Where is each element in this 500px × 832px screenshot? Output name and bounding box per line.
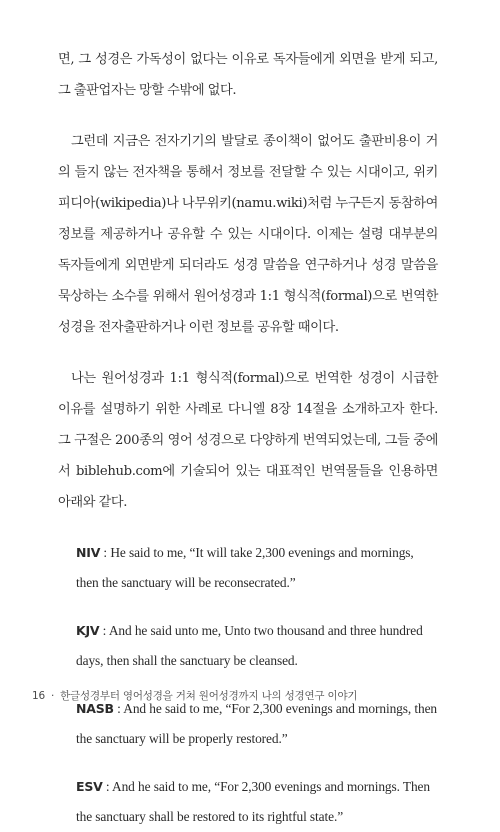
version-separator: : — [100, 545, 111, 560]
quote-text: He said to me, “It will take 2,300 evenings and mornings, then the sanctuary will be reconsecrated.” — [76, 545, 414, 590]
quote-text: And he said to me, “For 2,300 evenings and mornings. Then the sanctuary shall be restored to its rightful state.” — [76, 779, 430, 824]
page-footer — [32, 688, 357, 703]
quote-esv — [76, 772, 438, 832]
version-separator: : — [99, 623, 109, 638]
version-separator: : — [102, 779, 113, 794]
page-number: 16 — [32, 690, 45, 702]
quote-text: And he said to me, “For 2,300 evenings and mornings, then the sanctuary will be properly restored.” — [76, 701, 438, 746]
quote-kjv — [76, 616, 438, 676]
version-separator: : — [113, 701, 124, 716]
quote-text: And he said unto me, Unto two thousand and three hundred days, then shall the sanctuary be cleansed. — [76, 623, 423, 668]
page-body — [58, 44, 438, 832]
paragraph-continuation: 면, 그 성경은 가독성이 없다는 이유로 독자들에게 외면을 받게 되고, 그 출판업자는 망할 수밖에 없다. — [58, 52, 438, 98]
version-label: ESV — [76, 779, 103, 794]
quote-niv — [76, 538, 438, 598]
paragraph-daniel-example: 나는 원어성경과 1:1 형식적(formal)으로 번역한 성경이 시급한 이유를 설명하기 위한 사례로 다니엘 8장 14절을 소개하고자 한다. 그 구절은 200종의 영어 성경으로 다양하게 번역되었는데, 그들 중에서 biblehub.com에 기술되어 있는 대표적인 번역물들을 인용하면 아래와 같다. — [58, 371, 438, 510]
paragraph-digital-publishing: 그런데 지금은 전자기기의 발달로 종이책이 없어도 출판비용이 거의 들지 않는 전자책을 통해서 정보를 전달할 수 있는 시대이고, 위키피디아(wikipedia)나 나무위키(namu.wiki)처럼 누구든지 동참하여 정보를 제공하거나 공유할 수 있는 시대이다. 이제는 설령 대부분의 독자들에게 외면받게 되더라도 성경 말씀을 연구하거나 성경 말씀을 묵상하는 소수를 위해서 원어성경과 1:1 형식적(formal)으로 번역한 성경을 전자출판하거나 이런 정보를 공유할 때이다. — [58, 134, 438, 335]
version-label: KJV — [76, 623, 100, 638]
version-label: NIV — [76, 545, 101, 560]
quote-nasb — [76, 694, 438, 754]
footer-separator: · — [50, 690, 55, 702]
version-label: NASB — [76, 701, 114, 716]
book-title: 한글성경부터 영어성경을 거쳐 원어성경까지 나의 성경연구 이야기 — [60, 690, 358, 702]
